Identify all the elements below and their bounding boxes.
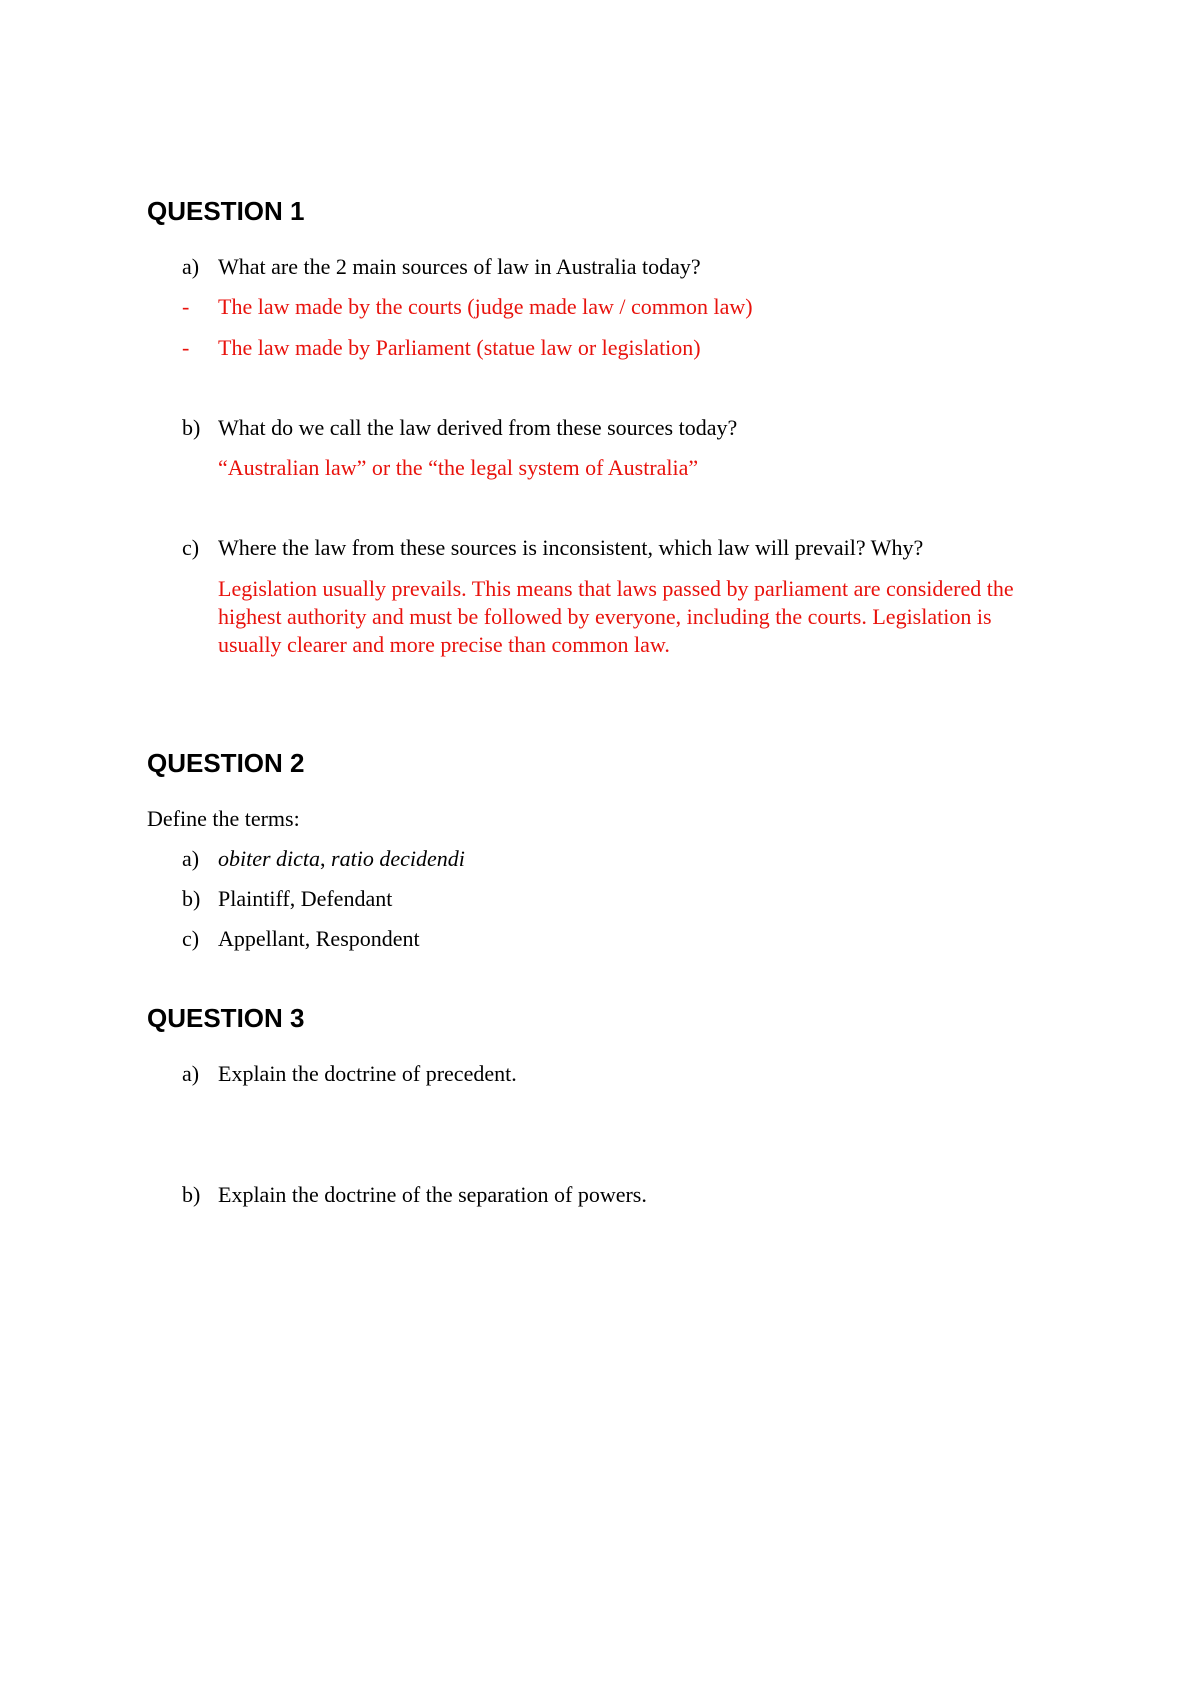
q2-a-marker: a) [182, 846, 200, 871]
q3-b-question: Explain the doctrine of the separation of powers. [218, 1182, 647, 1207]
question-1-title: QUESTION 1 [147, 196, 305, 226]
q1-a-answer-2: The law made by Parliament (statue law or legislation) [218, 335, 701, 360]
q2-b-marker: b) [182, 886, 201, 911]
q3-a-marker: a) [182, 1061, 200, 1086]
q2-c-terms: Appellant, Respondent [218, 926, 420, 951]
q1-a-question: What are the 2 main sources of law in Australia today? [218, 254, 701, 279]
q3-a-question: Explain the doctrine of precedent. [218, 1061, 517, 1086]
q2-c-marker: c) [182, 926, 200, 951]
q1-a-answer-1: The law made by the courts (judge made law / common law) [218, 294, 753, 319]
q2-intro: Define the terms: [147, 806, 300, 831]
q1-c-marker: c) [182, 535, 200, 560]
q3-b-marker: b) [182, 1182, 201, 1207]
question-3-title: QUESTION 3 [147, 1003, 305, 1033]
q1-b-marker: b) [182, 415, 201, 440]
q2-b-terms: Plaintiff, Defendant [218, 886, 393, 911]
q2-a-terms: obiter dicta, ratio decidendi [218, 846, 465, 871]
q1-a-marker: a) [182, 254, 200, 279]
q1-b-question: What do we call the law derived from these sources today? [218, 415, 738, 440]
q1-b-answer: “Australian law” or the “the legal system of Australia” [218, 455, 699, 480]
q1-c-question: Where the law from these sources is inconsistent, which law will prevail? Why? [218, 535, 924, 560]
q1-c-answer: Legislation usually prevails. This means that laws passed by parliament are considered the highest authority and must be followed by everyone, including the courts. Legislation is usually clearer and more precise than common law. [218, 576, 1014, 657]
q1-a-answer-2-marker: - [182, 335, 190, 360]
question-2-title: QUESTION 2 [147, 748, 305, 778]
q1-a-answer-1-marker: - [182, 294, 190, 319]
